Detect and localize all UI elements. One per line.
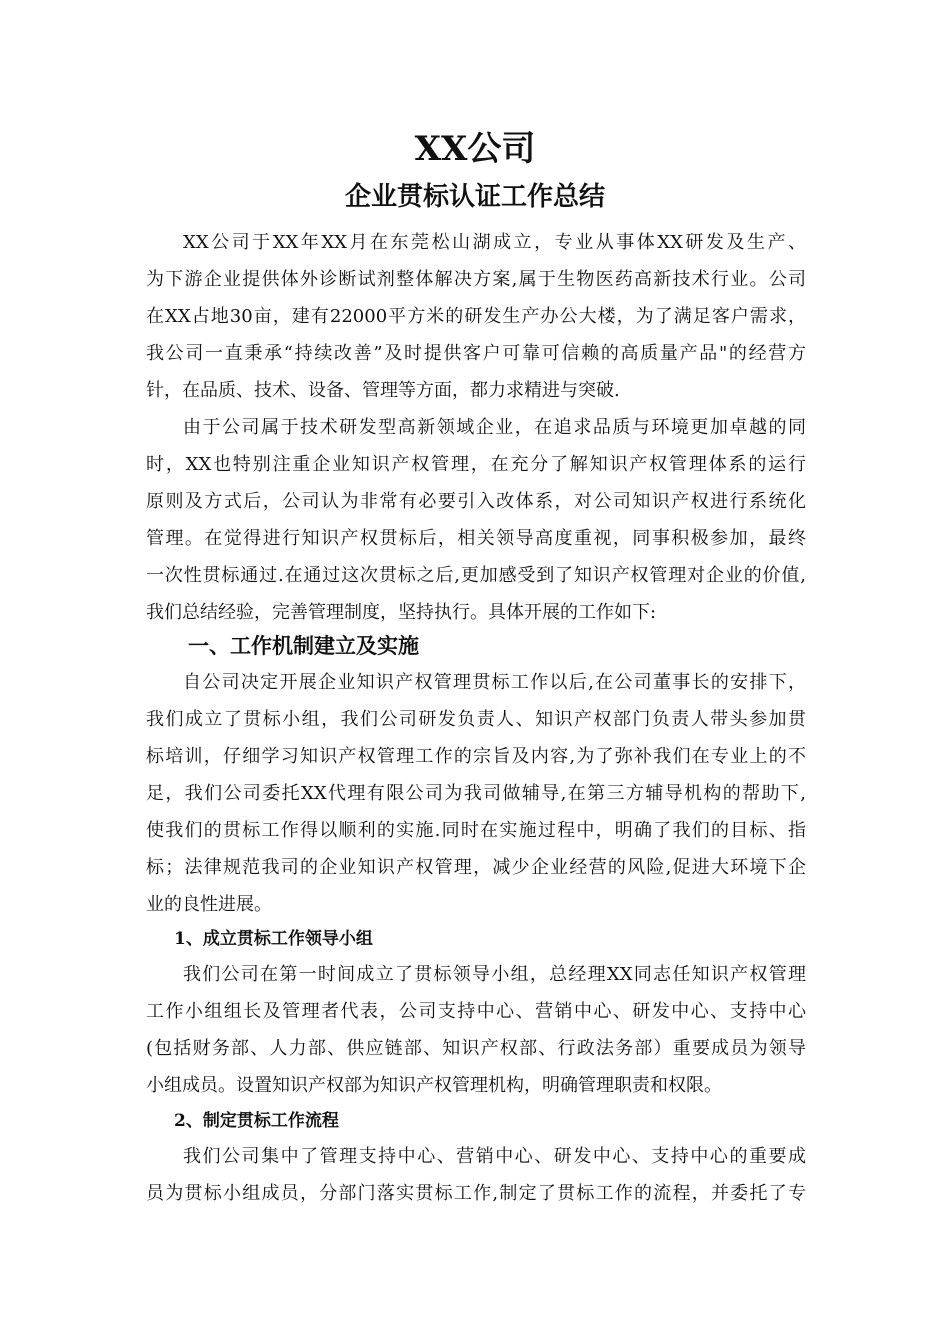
- subsection-line: 工作小组组长及管理者代表，公司支持中心、营销中心、研发中心、支持中心: [146, 1001, 806, 1022]
- background-line: 我们总结经验，完善管理制度，坚持执行。具体开展的工作如下:: [146, 602, 657, 623]
- background-line: 管理。在觉得进行知识产权贯标后，相关领导高度重视，同事积极参加，最终: [146, 528, 806, 549]
- section-line: 标培训，仔细学习知识产权管理工作的宗旨及内容,为了弥补我们在专业上的不: [146, 746, 806, 767]
- section-line: 自公司决定开展企业知识产权管理贯标工作以后,在公司董事长的安排下，: [183, 672, 806, 693]
- subsection-heading: 2、制定贯标工作流程: [174, 1111, 339, 1131]
- background-line: 时，XX也特别注重企业知识产权管理，在充分了解知识产权管理体系的运行: [146, 454, 806, 475]
- background-line: 由于公司属于技术研发型高新领域企业，在追求品质与环境更加卓越的同: [183, 417, 806, 438]
- intro-line: 我公司一直秉承“持续改善”及时提供客户可靠可信赖的高质量产品"的经营方: [146, 343, 806, 364]
- subsection-line: 我们公司集中了管理支持中心、营销中心、研发中心、支持中心的重要成: [183, 1146, 806, 1167]
- subsection-line: 我们公司在第一时间成立了贯标领导小组，总经理XX同志任知识产权管理: [183, 964, 806, 985]
- section-line: 使我们的贯标工作得以顺利的实施.同时在实施过程中，明确了我们的目标、指: [146, 820, 806, 841]
- section-heading: 一、工作机制建立及实施: [188, 633, 419, 658]
- section-line: 标；法律规范我司的企业知识产权管理，减少企业经营的风险,促进大环境下企: [146, 857, 806, 878]
- background-line: 原则及方式后，公司认为非常有必要引入改体系，对公司知识产权进行系统化: [146, 491, 806, 512]
- subsection-line: (包括财务部、人力部、供应链部、知识产权部、行政法务部）重要成员为领导: [146, 1038, 806, 1059]
- section-line: 我们成立了贯标小组，我们公司研发负责人、知识产权部门负责人带头参加贯: [146, 709, 806, 730]
- section-line: 足，我们公司委托XX代理有限公司为我司做辅导,在第三方辅导机构的帮助下,: [146, 783, 806, 804]
- subsection-line: 小组成员。设置知识产权部为知识产权管理机构，明确管理职责和权限。: [146, 1075, 722, 1096]
- background-line: 一次性贯标通过.在通过这次贯标之后,更加感受到了知识产权管理对企业的价值,: [146, 565, 806, 586]
- intro-line: XX公司于XX年XX月在东莞松山湖成立，专业从事体XX研发及生产、: [183, 232, 806, 253]
- subsection-line: 员为贯标小组成员，分部门落实贯标工作,制定了贯标工作的流程，并委托了专: [146, 1183, 806, 1204]
- document-subtitle: 企业贯标认证工作总结: [344, 182, 605, 212]
- section-line: 业的良性进展。: [146, 894, 272, 915]
- intro-line: 为下游企业提供体外诊断试剂整体解决方案,属于生物医药高新技术行业。公司: [146, 269, 806, 290]
- intro-line: 在XX占地30亩，建有22000平方米的研发生产办公大楼，为了满足客户需求，: [146, 306, 806, 327]
- document-title: XX公司: [414, 129, 536, 169]
- subsection-heading: 1、成立贯标工作领导小组: [174, 929, 373, 949]
- intro-line: 针，在品质、技术、设备、管理等方面，都力求精进与突破.: [146, 380, 620, 401]
